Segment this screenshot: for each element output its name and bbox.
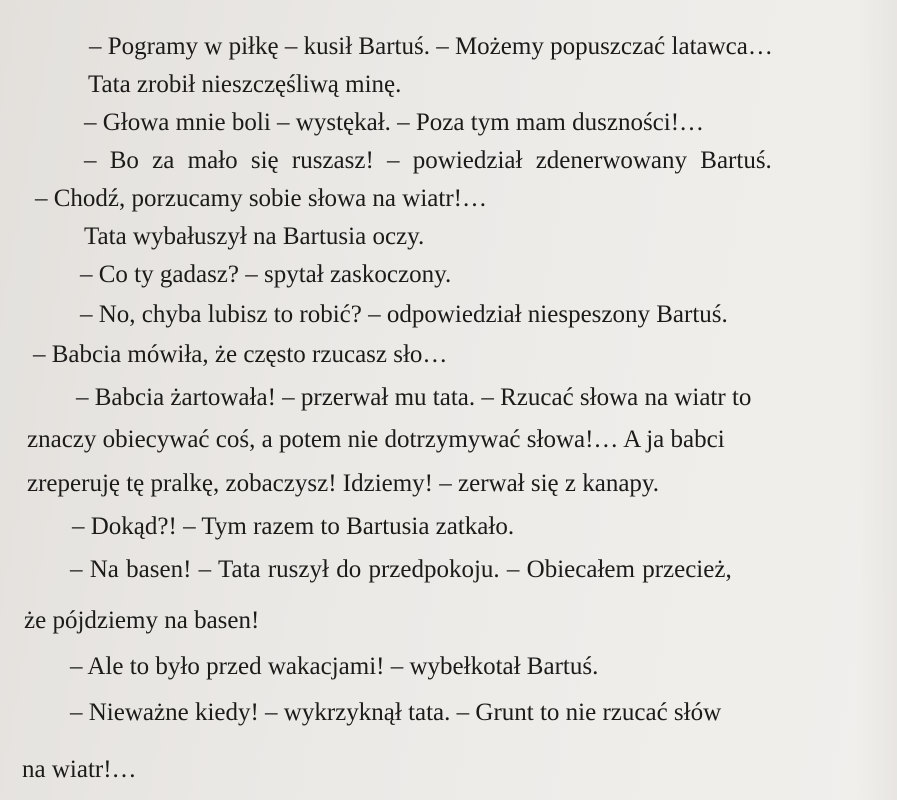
text-line-9: – Babcia mówiła, że często rzucasz sło… (33, 341, 448, 368)
text-line-11: znaczy obiecywać coś, a potem nie dotrzymywać słowa!… A ja babci (27, 426, 725, 453)
text-line-18: na wiatr!… (22, 756, 137, 783)
text-line-10: – Babcia żartowała! – przerwał mu tata. – Rzucać słowa na wiatr to (76, 384, 752, 411)
text-line-13: – Dokąd?! – Tym razem to Bartusia zatkało. (72, 513, 515, 540)
text-line-6: Tata wybałuszył na Bartusia oczy. (84, 223, 425, 250)
text-line-16: – Ale to było przed wakacjami! – wybełkotał Bartuś. (70, 653, 599, 680)
text-line-2: Tata zrobił nieszczęśliwą minę. (88, 71, 402, 98)
text-line-3: – Głowa mnie boli – wystękał. – Poza tym mam duszności!… (84, 109, 705, 136)
text-line-8: – No, chyba lubisz to robić? – odpowiedział niespeszony Bartuś. (80, 301, 728, 328)
text-line-5: – Chodź, porzucamy sobie słowa na wiatr!… (35, 185, 487, 212)
text-line-14: – Na basen! – Tata ruszył do przedpokoju. – Obiecałem przecież, (70, 556, 732, 583)
text-line-7: – Co ty gadasz? – spytał zaskoczony. (80, 261, 452, 288)
text-line-12: zreperuję tę pralkę, zobaczysz! Idziemy! – zerwał się z kanapy. (27, 470, 660, 497)
page-edge-shadow (857, 0, 897, 800)
text-line-1: – Pogramy w piłkę – kusił Bartuś. – Możemy popuszczać latawca… (89, 33, 773, 60)
text-line-17: – Nieważne kiedy! – wykrzyknął tata. – Grunt to nie rzucać słów (70, 699, 722, 726)
text-line-4: – Bo za mało się ruszasz! – powiedział zdenerwowany Bartuś. (84, 147, 772, 174)
text-line-15: że pójdziemy na basen! (24, 607, 260, 634)
